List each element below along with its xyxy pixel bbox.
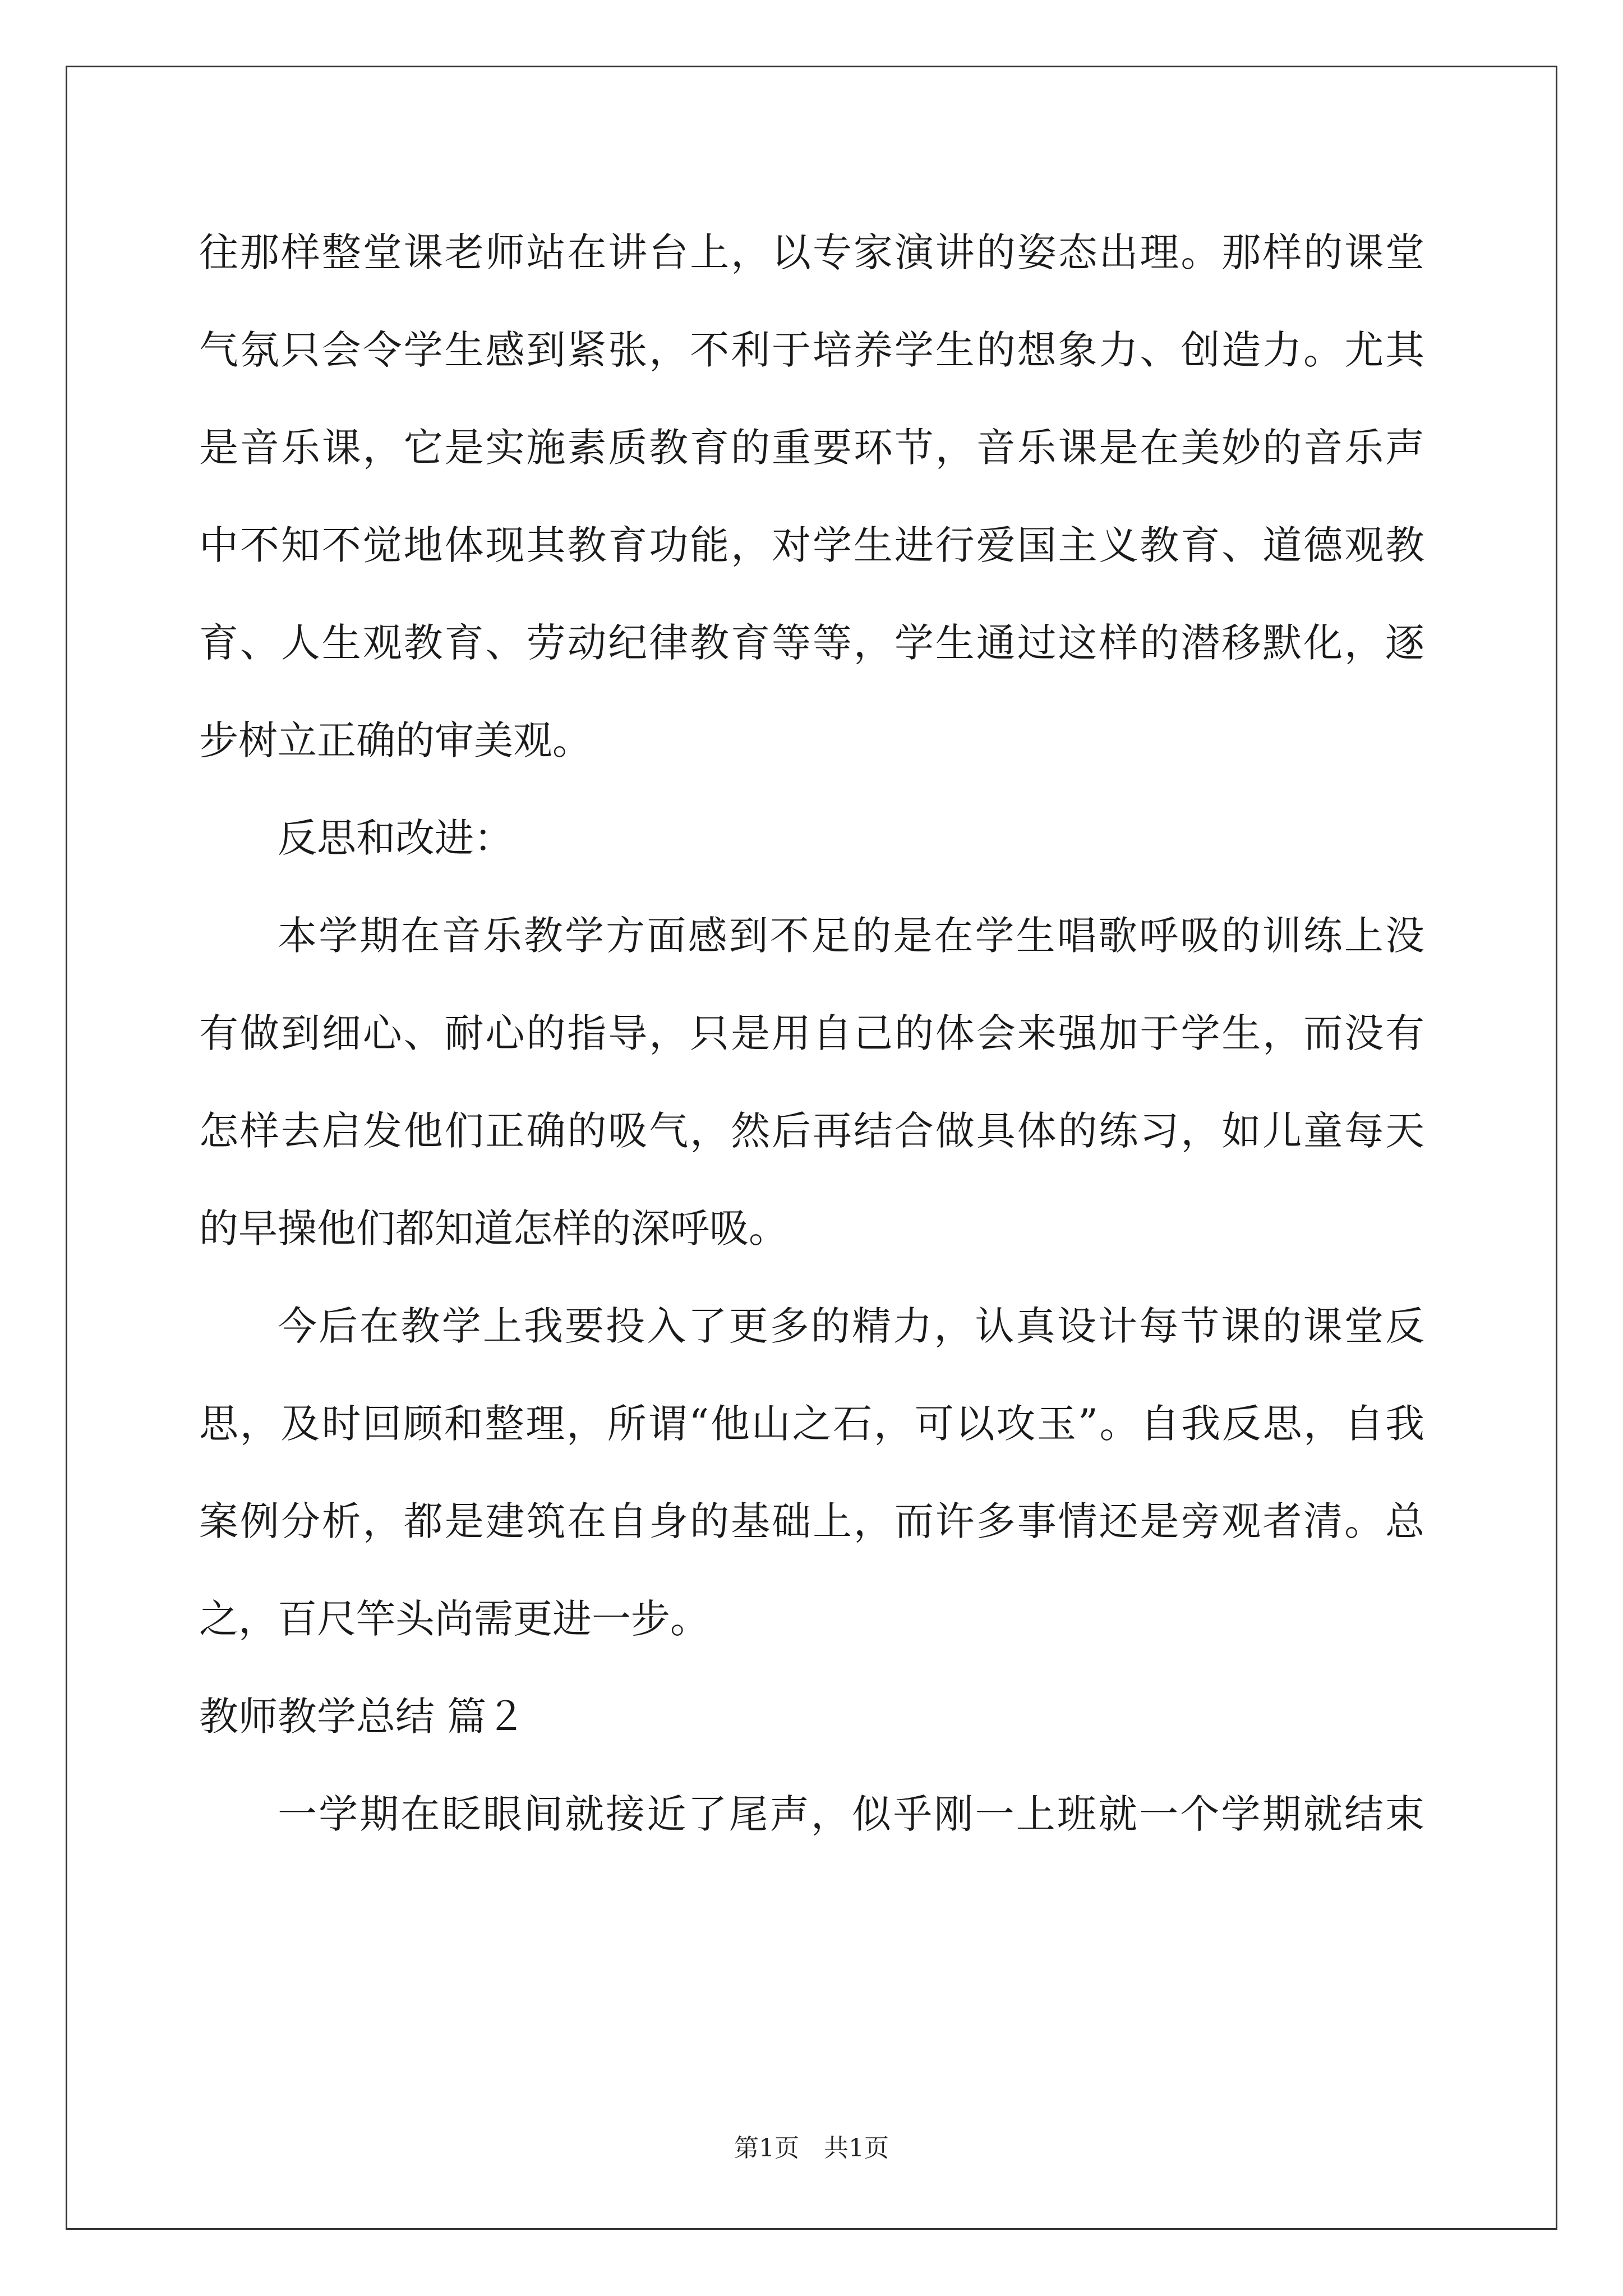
paragraph-line: 有做到细心、耐心的指导，只是用自己的体会来强加于学生，而没有 xyxy=(199,1010,1424,1056)
paragraph-line: 步树立正确的审美观。 xyxy=(199,717,592,763)
paragraph-line: 中不知不觉地体现其教育功能，对学生进行爱国主义教育、道德观教 xyxy=(199,522,1424,568)
paragraph-line: 之，百尺竿头尚需更进一步。 xyxy=(199,1596,709,1642)
article-heading: 教师教学总结 篇２ xyxy=(199,1694,526,1740)
paragraph-line: 往那样整堂课老师站在讲台上，以专家演讲的姿态出理。那样的课堂 xyxy=(199,229,1424,275)
page-footer: 第1页 共1页 xyxy=(734,2134,889,2162)
paragraph-line: 案例分析，都是建筑在自身的基础上，而许多事情还是旁观者清。总 xyxy=(199,1498,1424,1544)
paragraph-line: 育、人生观教育、劳动纪律教育等等，学生通过这样的潜移默化，逐 xyxy=(199,620,1424,666)
paragraph-line: 是音乐课，它是实施素质教育的重要环节，音乐课是在美妙的音乐声 xyxy=(199,425,1424,471)
paragraph-line: 气氛只会令学生感到紧张，不利于培养学生的想象力、创造力。尤其 xyxy=(199,327,1424,373)
paragraph-line: 思，及时回顾和整理，所谓“他山之石，可以攻玉”。自我反思，自我 xyxy=(199,1401,1424,1447)
paragraph-line: 怎样去启发他们正确的吸气，然后再结合做具体的练习，如儿童每天 xyxy=(199,1108,1424,1154)
section-heading: 反思和改进： xyxy=(278,815,513,861)
paragraph-line: 本学期在音乐教学方面感到不足的是在学生唱歌呼吸的训练上没 xyxy=(278,913,1424,959)
paragraph-line: 一学期在眨眼间就接近了尾声，似乎刚一上班就一个学期就结束 xyxy=(278,1791,1424,1837)
paragraph-line: 今后在教学上我要投入了更多的精力，认真设计每节课的课堂反 xyxy=(278,1303,1424,1349)
paragraph-line: 的早操他们都知道怎样的深呼吸。 xyxy=(199,1205,788,1251)
document-body xyxy=(199,219,1424,1878)
